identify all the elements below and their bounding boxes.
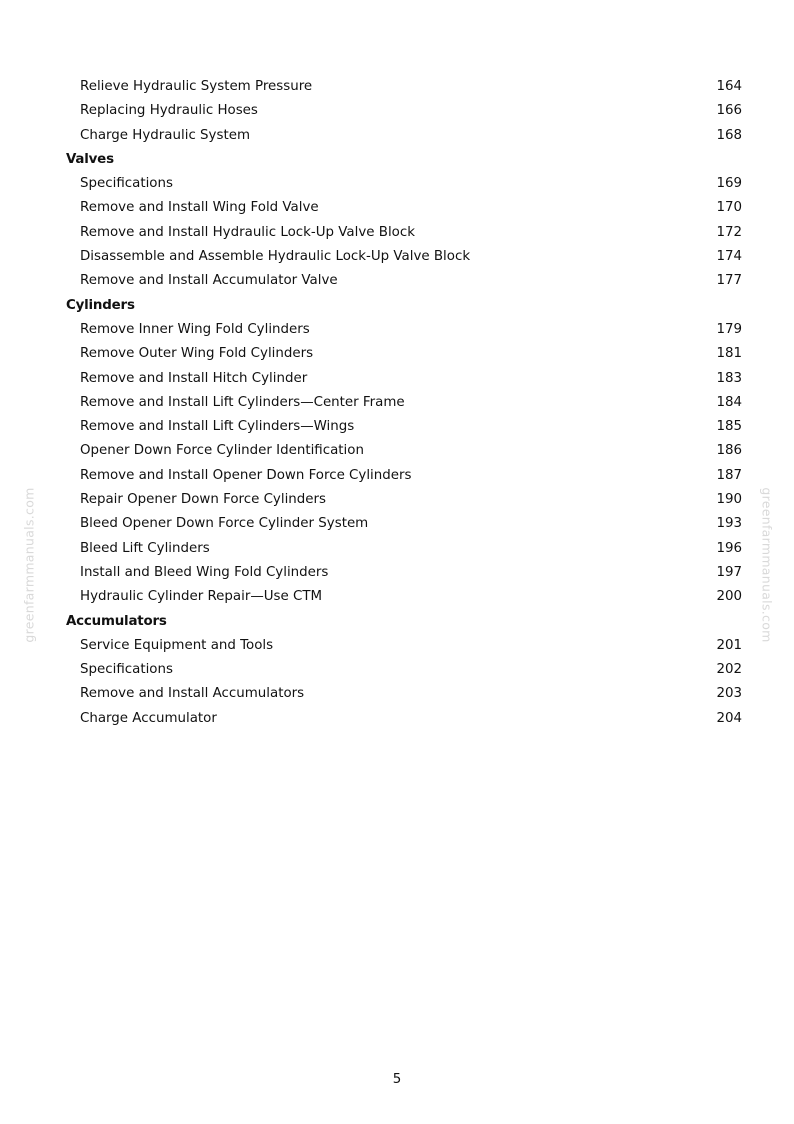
toc-entry-title: Specifications [80, 662, 173, 678]
toc-entry-page-number: 166 [716, 103, 742, 119]
toc-entry-page-number: 201 [716, 637, 742, 653]
toc-entry-title: Remove and Install Accumulator Valve [80, 273, 338, 289]
toc-entry[interactable] [0, 634, 794, 658]
toc-entry[interactable] [0, 439, 794, 463]
toc-entry-page-number: 200 [716, 589, 742, 605]
toc-entry-page-number: 168 [716, 127, 742, 143]
toc-entry-title: Remove and Install Hitch Cylinder [80, 370, 308, 386]
toc-entry-page-number: 169 [716, 176, 742, 192]
toc-entry[interactable] [0, 318, 794, 342]
toc-entry-title: Replacing Hydraulic Hoses [80, 103, 258, 119]
toc-entry[interactable] [0, 464, 794, 488]
toc-entry-page-number: 184 [716, 394, 742, 410]
toc-entry[interactable] [0, 269, 794, 293]
toc-entry-title: Remove and Install Hydraulic Lock-Up Valve Block [80, 224, 415, 240]
toc-entry[interactable] [0, 682, 794, 706]
toc-entry[interactable] [0, 537, 794, 561]
toc-entry-title: Specifications [80, 176, 173, 192]
toc-entry-page-number: 197 [716, 564, 742, 580]
toc-entry-title: Remove and Install Lift Cylinders—Center Frame [80, 394, 405, 410]
toc-entry-title: Charge Accumulator [80, 710, 217, 726]
toc-entry-title: Remove and Install Opener Down Force Cylinders [80, 467, 412, 483]
toc-entry-page-number: 202 [716, 662, 742, 678]
toc-entry[interactable] [0, 99, 794, 123]
watermark-right: greenfarmmanuals.com [759, 487, 775, 643]
toc-entry[interactable] [0, 585, 794, 609]
toc-entry[interactable] [0, 391, 794, 415]
table-of-contents [0, 75, 794, 731]
toc-entry-title: Install and Bleed Wing Fold Cylinders [80, 564, 329, 580]
toc-entry[interactable] [0, 221, 794, 245]
toc-entry-title: Disassemble and Assemble Hydraulic Lock-Up Valve Block [80, 249, 471, 265]
toc-section-title: Cylinders [66, 297, 135, 313]
toc-entry[interactable] [0, 124, 794, 148]
toc-entry[interactable] [0, 75, 794, 99]
toc-entry-page-number: 183 [716, 370, 742, 386]
toc-entry[interactable] [0, 245, 794, 269]
watermark-left: greenfarmmanuals.com [21, 487, 37, 643]
toc-section-heading [0, 610, 794, 634]
toc-entry-page-number: 164 [716, 79, 742, 94]
toc-entry-title: Bleed Opener Down Force Cylinder System [80, 516, 369, 532]
toc-entry[interactable] [0, 342, 794, 366]
toc-entry[interactable] [0, 367, 794, 391]
toc-entry[interactable] [0, 488, 794, 512]
toc-entry-page-number: 177 [716, 273, 742, 289]
page-number: 5 [392, 1072, 402, 1087]
toc-entry-title: Remove and Install Wing Fold Valve [80, 200, 319, 216]
toc-entry-title: Opener Down Force Cylinder Identification [80, 443, 364, 459]
toc-entry-page-number: 203 [716, 686, 742, 702]
toc-entry[interactable] [0, 196, 794, 220]
toc-entry-page-number: 186 [716, 443, 742, 459]
toc-entry-page-number: 179 [716, 321, 742, 337]
toc-entry[interactable] [0, 707, 794, 731]
toc-entry-title: Relieve Hydraulic System Pressure [80, 79, 313, 94]
toc-entry-title: Service Equipment and Tools [80, 637, 274, 653]
toc-entry-page-number: 187 [716, 467, 742, 483]
toc-entry-page-number: 196 [716, 540, 742, 556]
toc-entry-title: Remove and Install Lift Cylinders—Wings [80, 419, 355, 435]
toc-entry-page-number: 170 [716, 200, 742, 216]
toc-section-title: Accumulators [66, 613, 167, 629]
toc-entry-page-number: 181 [716, 346, 742, 362]
toc-entry[interactable] [0, 658, 794, 682]
toc-entry-page-number: 185 [716, 419, 742, 435]
toc-entry-page-number: 193 [716, 516, 742, 532]
toc-entry-page-number: 204 [716, 710, 742, 726]
toc-entry-title: Hydraulic Cylinder Repair—Use CTM [80, 589, 323, 605]
toc-entry[interactable] [0, 415, 794, 439]
toc-entry-page-number: 174 [716, 249, 742, 265]
toc-entry-title: Charge Hydraulic System [80, 127, 250, 143]
toc-entry-title: Repair Opener Down Force Cylinders [80, 492, 326, 508]
toc-section-heading [0, 294, 794, 318]
toc-entry[interactable] [0, 172, 794, 196]
toc-entry-title: Remove Inner Wing Fold Cylinders [80, 321, 310, 337]
toc-entry-page-number: 172 [716, 224, 742, 240]
toc-entry-title: Remove Outer Wing Fold Cylinders [80, 346, 314, 362]
toc-section-title: Valves [66, 151, 114, 167]
toc-entry[interactable] [0, 561, 794, 585]
toc-entry-page-number: 190 [716, 492, 742, 508]
toc-entry[interactable] [0, 512, 794, 536]
toc-entry-title: Remove and Install Accumulators [80, 686, 305, 702]
toc-section-heading [0, 148, 794, 172]
toc-entry-title: Bleed Lift Cylinders [80, 540, 210, 556]
